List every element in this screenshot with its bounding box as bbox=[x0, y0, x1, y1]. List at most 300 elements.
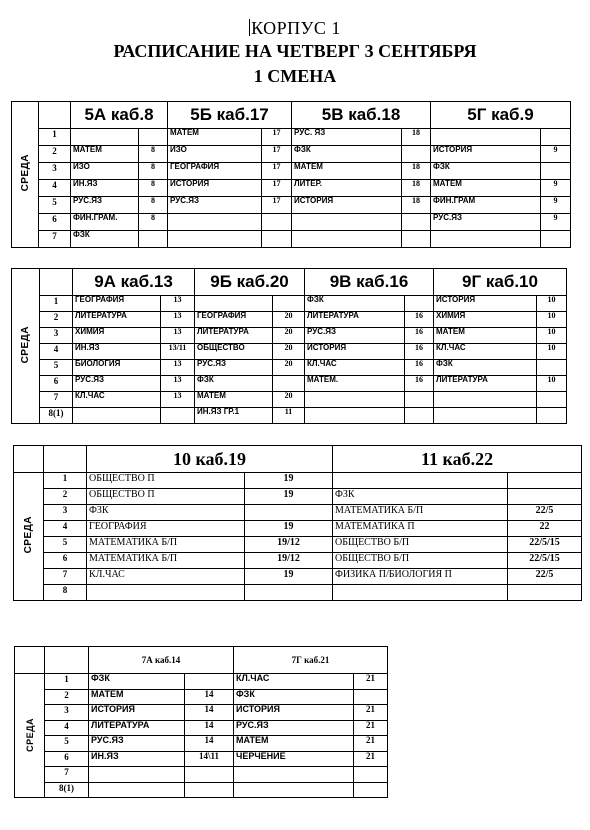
lesson-row bbox=[14, 473, 582, 489]
lesson-number: 8 bbox=[44, 585, 87, 601]
subject-cell bbox=[292, 146, 402, 163]
subject-name: ИСТОРИЯ bbox=[307, 343, 347, 352]
room-cell bbox=[262, 163, 292, 180]
subject-name: КЛ.ЧАС bbox=[75, 391, 105, 400]
room-number: 9 bbox=[553, 213, 558, 222]
subject-cell bbox=[73, 328, 161, 344]
room-number: 21 bbox=[366, 720, 375, 730]
room-number: 21 bbox=[366, 735, 375, 745]
room-cell bbox=[508, 537, 582, 553]
subject-name: ЧЕРЧЕНИЕ bbox=[236, 751, 286, 761]
subject-name: ИН.ЯЗ bbox=[75, 343, 100, 352]
subject-cell bbox=[71, 231, 139, 248]
subject-cell bbox=[305, 392, 405, 408]
room-cell bbox=[541, 180, 571, 197]
subject-cell bbox=[434, 376, 537, 392]
subject-name: ОБЩЕСТВО bbox=[197, 343, 245, 352]
header-corner bbox=[44, 446, 87, 473]
room-cell bbox=[537, 328, 567, 344]
room-cell bbox=[273, 328, 305, 344]
subject-cell bbox=[333, 521, 508, 537]
lesson-number: 5 bbox=[39, 197, 71, 214]
class-header-row bbox=[12, 269, 567, 296]
room-cell bbox=[508, 505, 582, 521]
room-number: 14 bbox=[204, 720, 214, 730]
building-title: КОРПУС 1 bbox=[251, 18, 341, 38]
subject-cell bbox=[89, 705, 185, 721]
room-cell bbox=[185, 720, 234, 736]
subject-name: ГЕОГРАФИЯ bbox=[89, 521, 147, 532]
subject-cell bbox=[71, 163, 139, 180]
room-cell bbox=[185, 674, 234, 690]
subject-name: БИОЛОГИЯ bbox=[75, 359, 121, 368]
lesson-number: 1 bbox=[40, 296, 73, 312]
subject-name: ИН.ЯЗ bbox=[91, 751, 119, 761]
room-cell bbox=[508, 569, 582, 585]
lesson-number: 1 bbox=[44, 473, 87, 489]
room-cell bbox=[161, 296, 195, 312]
subject-name: МАТЕМ bbox=[436, 327, 465, 336]
subject-cell bbox=[333, 537, 508, 553]
subject-cell bbox=[168, 129, 262, 146]
subject-name: ИЗО bbox=[73, 162, 90, 171]
subject-cell bbox=[87, 489, 245, 505]
subject-cell bbox=[87, 569, 245, 585]
subject-cell bbox=[234, 674, 354, 690]
header-corner bbox=[45, 647, 89, 674]
class-header-row bbox=[12, 102, 571, 129]
lesson-row bbox=[14, 521, 582, 537]
room-number: 10 bbox=[547, 295, 556, 304]
subject-cell bbox=[305, 360, 405, 376]
subject-cell bbox=[87, 553, 245, 569]
subject-cell bbox=[195, 312, 273, 328]
subject-cell bbox=[234, 720, 354, 736]
room-number: 20 bbox=[284, 311, 293, 320]
subject-name: ЛИТЕРАТУРА bbox=[197, 327, 249, 336]
lesson-row bbox=[14, 537, 582, 553]
lesson-number: 2 bbox=[45, 689, 89, 705]
room-cell bbox=[402, 163, 431, 180]
subject-name: МАТЕМ bbox=[170, 128, 199, 137]
day-label-text: СРЕДА bbox=[20, 325, 31, 364]
subject-name: ОБЩЕСТВО Б/П bbox=[335, 553, 410, 564]
room-cell bbox=[537, 296, 567, 312]
room-cell bbox=[541, 231, 571, 248]
subject-cell bbox=[89, 767, 185, 783]
subject-cell bbox=[292, 214, 402, 231]
lesson-row bbox=[12, 146, 571, 163]
class-header-row bbox=[15, 647, 388, 674]
subject-cell bbox=[71, 146, 139, 163]
subject-cell bbox=[305, 344, 405, 360]
room-cell bbox=[273, 344, 305, 360]
room-cell bbox=[161, 360, 195, 376]
subject-cell bbox=[292, 163, 402, 180]
room-number: 19 bbox=[283, 521, 294, 532]
room-number: 16 bbox=[415, 359, 423, 368]
room-cell bbox=[405, 408, 434, 424]
room-number: 13 bbox=[173, 295, 182, 304]
subject-name: ГЕОГРАФИЯ bbox=[75, 295, 125, 304]
room-number: 20 bbox=[284, 391, 293, 400]
room-cell bbox=[537, 408, 567, 424]
subject-name: РУС.ЯЗ bbox=[307, 327, 336, 336]
room-cell bbox=[508, 489, 582, 505]
room-number: 21 bbox=[366, 751, 375, 761]
subject-cell bbox=[305, 296, 405, 312]
subject-cell bbox=[71, 129, 139, 146]
room-number: 16 bbox=[415, 375, 423, 384]
room-cell bbox=[273, 296, 305, 312]
subject-cell bbox=[434, 312, 537, 328]
lesson-row bbox=[12, 328, 567, 344]
room-number: 18 bbox=[412, 162, 421, 171]
lesson-number: 6 bbox=[45, 751, 89, 767]
subject-cell bbox=[195, 360, 273, 376]
subject-name: ФЗК bbox=[335, 489, 355, 500]
lesson-row bbox=[14, 553, 582, 569]
subject-cell bbox=[333, 553, 508, 569]
lesson-number: 8(1) bbox=[40, 408, 73, 424]
subject-name: МАТЕМАТИКА Б/П bbox=[335, 505, 424, 516]
room-number: 13 bbox=[173, 311, 182, 320]
room-cell bbox=[405, 296, 434, 312]
room-cell bbox=[262, 146, 292, 163]
subject-cell bbox=[431, 197, 541, 214]
class-header: 7Г каб.21 bbox=[234, 647, 388, 674]
subject-name: ГЕОГРАФИЯ bbox=[170, 162, 220, 171]
subject-name: ИСТОРИЯ bbox=[91, 704, 135, 714]
room-cell bbox=[185, 689, 234, 705]
room-number: 19 bbox=[283, 489, 294, 500]
room-number: 20 bbox=[284, 327, 293, 336]
room-cell bbox=[405, 312, 434, 328]
subject-cell bbox=[292, 197, 402, 214]
subject-cell bbox=[87, 505, 245, 521]
lesson-row bbox=[12, 231, 571, 248]
lesson-number: 4 bbox=[39, 180, 71, 197]
subject-name: ФИЗИКА П/БИОЛОГИЯ П bbox=[335, 569, 452, 580]
subject-name: РУС.ЯЗ bbox=[433, 213, 462, 222]
room-cell bbox=[354, 689, 388, 705]
room-number: 17 bbox=[272, 196, 281, 205]
room-cell bbox=[262, 180, 292, 197]
subject-name: ФЗК bbox=[73, 230, 90, 239]
lesson-number: 2 bbox=[44, 489, 87, 505]
lesson-number: 7 bbox=[44, 569, 87, 585]
day-label bbox=[14, 473, 44, 601]
lesson-row bbox=[12, 312, 567, 328]
room-number: 9 bbox=[553, 145, 558, 154]
room-number: 13 bbox=[173, 375, 182, 384]
room-cell bbox=[354, 674, 388, 690]
subject-name: ИСТОРИЯ bbox=[433, 145, 473, 154]
room-cell bbox=[245, 585, 333, 601]
room-cell bbox=[139, 163, 168, 180]
room-number: 20 bbox=[284, 343, 293, 352]
subject-name: КЛ.ЧАС bbox=[236, 673, 270, 683]
lesson-number: 2 bbox=[39, 146, 71, 163]
room-cell bbox=[139, 197, 168, 214]
subject-name: ФИН.ГРАМ bbox=[433, 196, 476, 205]
room-number: 16 bbox=[415, 311, 423, 320]
subject-name: ЛИТЕРАТУРА bbox=[307, 311, 359, 320]
room-number: 17 bbox=[272, 162, 281, 171]
header-corner bbox=[14, 446, 44, 473]
class-header: 11 каб.22 bbox=[333, 446, 582, 473]
room-number: 18 bbox=[412, 196, 421, 205]
room-cell bbox=[405, 360, 434, 376]
room-cell bbox=[402, 231, 431, 248]
lesson-row bbox=[15, 782, 388, 798]
room-number: 8 bbox=[151, 196, 155, 205]
room-cell bbox=[405, 344, 434, 360]
room-cell bbox=[508, 585, 582, 601]
subject-cell bbox=[195, 392, 273, 408]
room-cell bbox=[245, 505, 333, 521]
room-number: 9 bbox=[553, 179, 558, 188]
room-cell bbox=[402, 180, 431, 197]
room-number: 19 bbox=[283, 473, 294, 484]
subject-name: ХИМИЯ bbox=[75, 327, 105, 336]
room-number: 17 bbox=[272, 128, 281, 137]
room-cell bbox=[273, 376, 305, 392]
class-header: 5А каб.8 bbox=[71, 102, 168, 129]
schedule-table-grade5 bbox=[11, 101, 571, 248]
lesson-number: 1 bbox=[39, 129, 71, 146]
lesson-row bbox=[14, 585, 582, 601]
lesson-row bbox=[12, 214, 571, 231]
room-number: 17 bbox=[272, 179, 281, 188]
lesson-row bbox=[12, 376, 567, 392]
day-label bbox=[15, 674, 45, 798]
room-number: 11 bbox=[284, 407, 293, 416]
room-number: 22/5 bbox=[535, 569, 554, 580]
subject-cell bbox=[234, 751, 354, 767]
subject-name: МАТЕМ bbox=[433, 179, 462, 188]
subject-cell bbox=[434, 392, 537, 408]
room-cell bbox=[161, 312, 195, 328]
subject-cell bbox=[195, 408, 273, 424]
subject-name: ФЗК bbox=[89, 505, 109, 516]
room-cell bbox=[262, 197, 292, 214]
subject-name: ЛИТЕРАТУРА bbox=[91, 720, 150, 730]
subject-name: ХИМИЯ bbox=[436, 311, 466, 320]
room-cell bbox=[537, 376, 567, 392]
room-cell bbox=[402, 129, 431, 146]
room-number: 9 bbox=[553, 196, 558, 205]
room-number: 13 bbox=[173, 327, 182, 336]
room-cell bbox=[354, 736, 388, 752]
class-header: 10 каб.19 bbox=[87, 446, 333, 473]
subject-cell bbox=[431, 129, 541, 146]
room-number: 22/5/15 bbox=[529, 537, 560, 548]
room-cell bbox=[354, 705, 388, 721]
subject-cell bbox=[195, 296, 273, 312]
subject-cell bbox=[73, 296, 161, 312]
room-cell bbox=[537, 392, 567, 408]
room-cell bbox=[245, 569, 333, 585]
subject-cell bbox=[87, 473, 245, 489]
subject-cell bbox=[89, 782, 185, 798]
room-cell bbox=[245, 473, 333, 489]
subject-name: ИСТОРИЯ bbox=[236, 704, 280, 714]
lesson-row bbox=[14, 489, 582, 505]
subject-cell bbox=[333, 569, 508, 585]
room-cell bbox=[354, 751, 388, 767]
room-cell bbox=[185, 705, 234, 721]
room-cell bbox=[402, 197, 431, 214]
room-number: 19/12 bbox=[277, 553, 300, 564]
subject-name: ФЗК bbox=[436, 359, 453, 368]
subject-cell bbox=[195, 344, 273, 360]
lesson-number: 5 bbox=[40, 360, 73, 376]
lesson-row bbox=[15, 720, 388, 736]
subject-cell bbox=[73, 376, 161, 392]
header-corner bbox=[15, 647, 45, 674]
subject-cell bbox=[168, 146, 262, 163]
subject-name: КЛ.ЧАС bbox=[89, 569, 125, 580]
room-cell bbox=[541, 163, 571, 180]
subject-name: ГЕОГРАФИЯ bbox=[197, 311, 247, 320]
lesson-row bbox=[15, 705, 388, 721]
subject-name: РУС. ЯЗ bbox=[294, 128, 326, 137]
room-cell bbox=[161, 344, 195, 360]
header-corner bbox=[39, 102, 71, 129]
subject-cell bbox=[431, 231, 541, 248]
subject-cell bbox=[87, 537, 245, 553]
room-cell bbox=[161, 392, 195, 408]
subject-cell bbox=[434, 344, 537, 360]
room-cell bbox=[508, 553, 582, 569]
room-number: 17 bbox=[272, 145, 281, 154]
lesson-row bbox=[12, 360, 567, 376]
subject-cell bbox=[168, 214, 262, 231]
room-cell bbox=[262, 214, 292, 231]
subject-name: ФЗК bbox=[307, 295, 324, 304]
day-label-text: СРЕДА bbox=[24, 717, 35, 752]
subject-cell bbox=[195, 328, 273, 344]
room-number: 14 bbox=[204, 704, 214, 714]
lesson-row bbox=[14, 569, 582, 585]
lesson-row bbox=[15, 674, 388, 690]
room-cell bbox=[537, 344, 567, 360]
subject-cell bbox=[73, 312, 161, 328]
lesson-number: 3 bbox=[40, 328, 73, 344]
subject-cell bbox=[73, 408, 161, 424]
room-cell bbox=[354, 782, 388, 798]
day-label-text: СРЕДА bbox=[23, 516, 34, 554]
lesson-number: 7 bbox=[45, 767, 89, 783]
room-cell bbox=[245, 537, 333, 553]
room-cell bbox=[262, 129, 292, 146]
lesson-row bbox=[12, 392, 567, 408]
subject-name: ОБЩЕСТВО П bbox=[89, 489, 155, 500]
subject-name: ЛИТЕРАТУРА bbox=[75, 311, 127, 320]
room-cell bbox=[185, 736, 234, 752]
lesson-row bbox=[12, 197, 571, 214]
subject-name: ОБЩЕСТВО Б/П bbox=[335, 537, 410, 548]
room-number: 13 bbox=[173, 359, 182, 368]
room-number: 8 bbox=[151, 179, 155, 188]
schedule-title: РАСПИСАНИЕ НА ЧЕТВЕРГ 3 СЕНТЯБРЯ bbox=[113, 41, 477, 61]
subject-name: ФЗК bbox=[91, 673, 110, 683]
room-cell bbox=[273, 392, 305, 408]
class-header: 5Б каб.17 bbox=[168, 102, 292, 129]
subject-cell bbox=[292, 180, 402, 197]
room-number: 16 bbox=[415, 327, 423, 336]
subject-name: МАТЕМ bbox=[197, 391, 226, 400]
subject-name: МАТЕМАТИКА Б/П bbox=[89, 537, 178, 548]
subject-name: РУС.ЯЗ bbox=[236, 720, 269, 730]
lesson-row bbox=[14, 505, 582, 521]
class-header: 9Б каб.20 bbox=[195, 269, 305, 296]
lesson-number: 5 bbox=[45, 736, 89, 752]
room-cell bbox=[139, 129, 168, 146]
subject-cell bbox=[234, 736, 354, 752]
lesson-row bbox=[12, 344, 567, 360]
header-corner bbox=[40, 269, 73, 296]
room-cell bbox=[541, 129, 571, 146]
subject-name: ФЗК bbox=[236, 689, 255, 699]
subject-name: МАТЕМАТИКА Б/П bbox=[89, 553, 178, 564]
lesson-number: 3 bbox=[44, 505, 87, 521]
room-cell bbox=[185, 751, 234, 767]
room-number: 18 bbox=[412, 128, 421, 137]
room-number: 21 bbox=[366, 704, 375, 714]
room-cell bbox=[273, 312, 305, 328]
room-cell bbox=[508, 521, 582, 537]
subject-name: ИСТОРИЯ bbox=[436, 295, 476, 304]
lesson-number: 3 bbox=[39, 163, 71, 180]
lesson-row bbox=[15, 767, 388, 783]
lesson-row bbox=[15, 689, 388, 705]
room-cell bbox=[273, 408, 305, 424]
room-cell bbox=[139, 146, 168, 163]
subject-name: МАТЕМ bbox=[294, 162, 323, 171]
lesson-number: 8(1) bbox=[45, 782, 89, 798]
room-cell bbox=[541, 146, 571, 163]
room-cell bbox=[139, 214, 168, 231]
subject-name: МАТЕМ. bbox=[307, 375, 339, 384]
subject-cell bbox=[195, 376, 273, 392]
schedule-table-grade10-11 bbox=[13, 445, 582, 601]
subject-name: МАТЕМ bbox=[73, 145, 102, 154]
room-cell bbox=[161, 408, 195, 424]
room-number: 13/11 bbox=[168, 343, 187, 352]
subject-cell bbox=[292, 231, 402, 248]
schedule-table-grade9 bbox=[11, 268, 567, 424]
lesson-row bbox=[12, 180, 571, 197]
subject-cell bbox=[333, 585, 508, 601]
subject-cell bbox=[89, 720, 185, 736]
class-header: 9А каб.13 bbox=[73, 269, 195, 296]
room-number: 22 bbox=[539, 521, 550, 532]
room-cell bbox=[245, 521, 333, 537]
room-number: 22/5/15 bbox=[529, 553, 560, 564]
subject-cell bbox=[89, 689, 185, 705]
subject-cell bbox=[305, 328, 405, 344]
subject-cell bbox=[434, 328, 537, 344]
lesson-row bbox=[12, 129, 571, 146]
room-cell bbox=[508, 473, 582, 489]
room-cell bbox=[273, 360, 305, 376]
subject-cell bbox=[434, 408, 537, 424]
room-cell bbox=[405, 376, 434, 392]
lesson-row bbox=[12, 296, 567, 312]
class-header: 9Г каб.10 bbox=[434, 269, 567, 296]
